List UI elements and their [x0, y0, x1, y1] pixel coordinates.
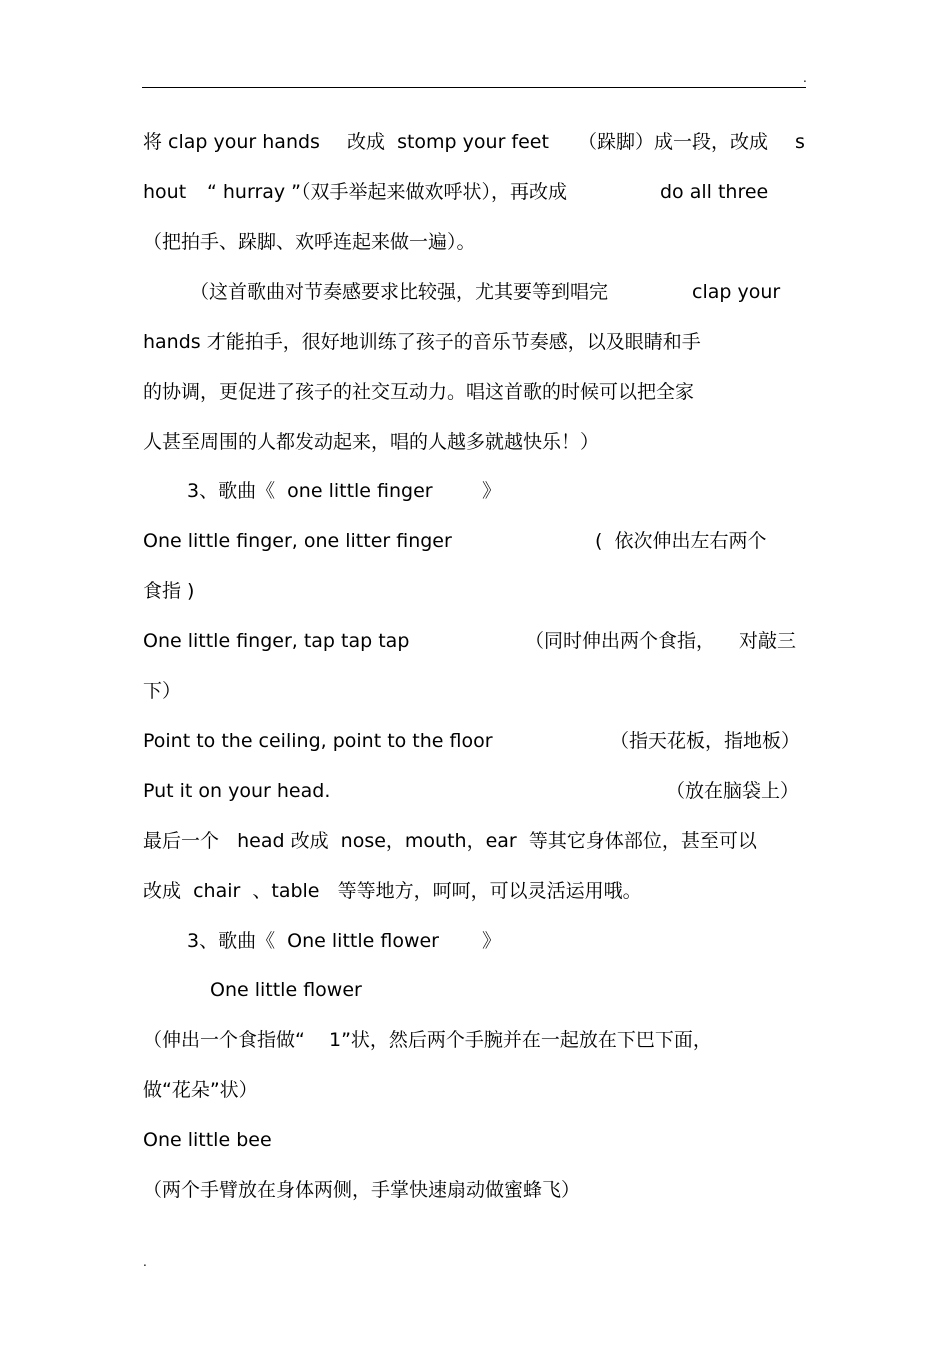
text-segment: 》	[482, 480, 502, 502]
header-marker: .	[803, 71, 807, 85]
text-segment: 下）	[143, 680, 182, 702]
text-segment: （跺脚）成一段，改成	[578, 131, 769, 153]
text-segment: clap your	[692, 281, 781, 303]
header-rule	[142, 87, 806, 88]
text-segment: （这首歌曲对节奏感要求比较强，尤其要等到唱完	[190, 281, 609, 303]
text-segment: One little flower	[210, 979, 362, 1001]
text-segment: Point to the ceiling, point to the floor	[143, 730, 493, 752]
text-segment: （同时伸出两个食指，	[525, 630, 716, 652]
text-segment: 最后一个 head 改成 nose，mouth，ear 等其它身体部位，甚至可以	[143, 830, 757, 852]
text-segment: 3、歌曲《 One little flower	[187, 930, 439, 952]
text-segment: s	[795, 131, 805, 153]
text-segment: 人甚至周围的人都发动起来，唱的人越多就越快乐！）	[143, 431, 600, 453]
text-segment: Put it on your head.	[143, 780, 331, 802]
footer-marker: .	[143, 1255, 147, 1269]
text-segment: （把拍手、跺脚、欢呼连起来做一遍）。	[143, 231, 476, 253]
text-segment: （指天花板，指地板）	[610, 730, 801, 752]
text-segment: do all three	[660, 181, 769, 203]
text-segment: ( 依次伸出左右两个	[595, 530, 767, 552]
text-line	[0, 1178, 581, 1250]
text-segment: （放在脑袋上）	[666, 780, 800, 802]
text-segment: 食指 )	[143, 580, 195, 602]
text-segment: （伸出一个食指做“ 1”状，然后两个手腕并在一起放在下巴下面，	[143, 1029, 712, 1051]
text-segment: One little finger, one litter finger	[143, 530, 452, 552]
text-segment: （两个手臂放在身体两侧，手掌快速扇动做蜜蜂飞）	[143, 1179, 581, 1201]
text-segment: hout	[143, 181, 187, 203]
text-segment: 3、歌曲《 one little finger	[187, 480, 433, 502]
text-segment: 做“花朵”状）	[143, 1079, 258, 1101]
text-segment: 对敲三	[739, 630, 797, 652]
text-segment: One little finger, tap tap tap	[143, 630, 410, 652]
text-segment: 》	[482, 930, 502, 952]
text-segment: 改成 chair 、table 等等地方，呵呵，可以灵活运用哦。	[143, 880, 642, 902]
text-segment: 的协调，更促进了孩子的社交互动力。唱这首歌的时候可以把全家	[143, 381, 695, 403]
text-segment: 改成 stomp your feet	[347, 131, 549, 153]
text-segment: hands 才能拍手，很好地训练了孩子的音乐节奏感，以及眼睛和手	[143, 331, 701, 353]
text-segment: 将 clap your hands	[143, 131, 320, 153]
text-segment: “ hurray ”（双手举起来做欢呼状），再改成	[207, 181, 568, 203]
text-segment: One little bee	[143, 1129, 272, 1151]
